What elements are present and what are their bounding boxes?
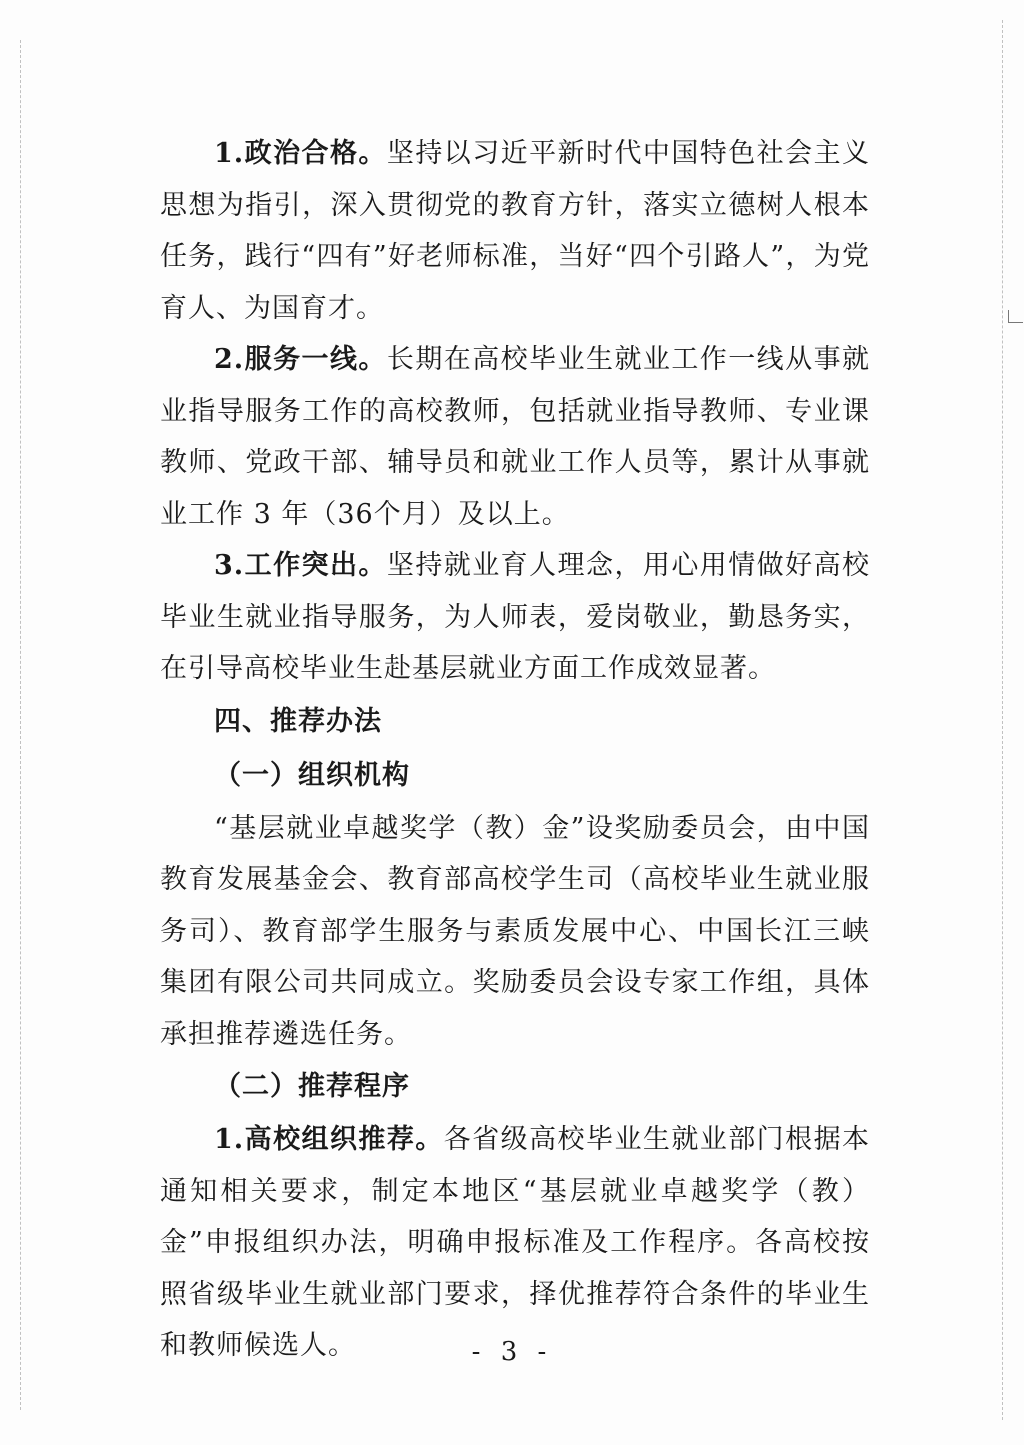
paragraph-lead: 1.政治合格。 (214, 138, 387, 169)
paragraph-frontline-service (160, 334, 870, 540)
paragraph-lead: 2.服务一线。 (214, 344, 387, 375)
paragraph-award-committee (160, 803, 870, 1061)
scan-edge-right (1002, 20, 1003, 1420)
crop-mark (1008, 310, 1023, 323)
section-heading-recommendation-method: 四、推荐办法 (214, 705, 382, 737)
paragraph-university-recommendation (160, 1114, 870, 1372)
page-number: - 3 - (471, 1337, 553, 1367)
subsection-heading-organization: （一）组织机构 (214, 759, 410, 791)
subsection-heading-procedure: （二）推荐程序 (214, 1071, 410, 1102)
paragraph-text: 长期在高校毕业生就业工作一线从事就业指导服务工作的高校教师，包括就业指导教师、专业课教师、党政干部、辅导员和就业工作人员等，累计从事就业工作 3 年（36个月）及以上。 (160, 344, 871, 530)
paragraph-political-qualification (160, 128, 870, 334)
paragraph-text: 各省级高校毕业生就业部门根据本通知相关要求，制定本地区“基层就业卓越奖学（教）金”申报组织办法，明确申报标准及工作程序。各高校按照省级毕业生就业部门要求，择优推荐符合条件的毕业生和教师候选人。 (160, 1124, 871, 1361)
paragraph-text: “基层就业卓越奖学（教）金”设奖励委员会，由中国教育发展基金会、教育部高校学生司（高校毕业生就业服务司）、教育部学生服务与素质发展中心、中国长江三峡集团有限公司共同成立。奖励委员会设专家工作组，具体承担推荐遴选任务。 (160, 812, 870, 1050)
paragraph-outstanding-work (160, 540, 870, 695)
paragraph-lead: 1.高校组织推荐。 (214, 1124, 444, 1155)
paragraph-text: 坚持就业育人理念，用心用情做好高校毕业生就业指导服务，为人师表，爱岗敬业，勤恳务实，在引导高校毕业生赴基层就业方面工作成效显著。 (160, 550, 871, 684)
paragraph-lead: 3.工作突出。 (214, 550, 387, 581)
paragraph-text: 坚持以习近平新时代中国特色社会主义思想为指引，深入贯彻党的教育方针，落实立德树人根本任务，践行“四有”好老师标准，当好“四个引路人”，为党育人、为国育才。 (160, 138, 871, 324)
document-body (160, 128, 870, 1372)
scan-edge-left (20, 40, 21, 1410)
